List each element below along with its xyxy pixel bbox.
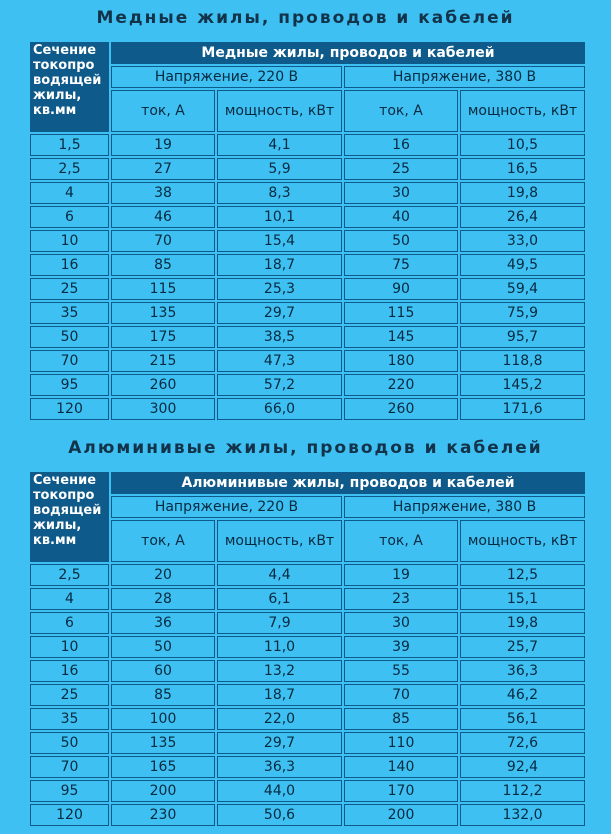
cross-section-cell: 2,5 (30, 564, 109, 586)
power-380-cell: 19,8 (460, 612, 585, 634)
current-220-cell: 135 (111, 302, 215, 324)
table-row (30, 756, 585, 778)
power-380-cell: 56,1 (460, 708, 585, 730)
table-row (30, 660, 585, 682)
current-220-cell: 300 (111, 398, 215, 420)
power-380-cell: 118,8 (460, 350, 585, 372)
current-380-cell: 30 (344, 182, 458, 204)
power-220-cell: 50,6 (217, 804, 342, 826)
table-row (30, 326, 585, 348)
table-row (30, 708, 585, 730)
table-row (30, 374, 585, 396)
power-220-cell: 22,0 (217, 708, 342, 730)
cross-section-cell: 25 (30, 684, 109, 706)
current-220-cell: 38 (111, 182, 215, 204)
current-380-cell: 180 (344, 350, 458, 372)
current-220-cell: 115 (111, 278, 215, 300)
table-row (30, 134, 585, 156)
voltage-380-header: Напряжение, 380 В (344, 66, 585, 88)
current-380-cell: 140 (344, 756, 458, 778)
cross-section-cell: 50 (30, 326, 109, 348)
power-380-cell: 95,7 (460, 326, 585, 348)
voltage-380-header: Напряжение, 380 В (344, 496, 585, 518)
power-380-cell: 15,1 (460, 588, 585, 610)
current-380-cell: 30 (344, 612, 458, 634)
current-380-cell: 260 (344, 398, 458, 420)
current-380-cell: 55 (344, 660, 458, 682)
current-220-cell: 230 (111, 804, 215, 826)
power-380-cell: 19,8 (460, 182, 585, 204)
power-220-cell: 57,2 (217, 374, 342, 396)
cross-section-cell: 16 (30, 660, 109, 682)
power-220-cell: 11,0 (217, 636, 342, 658)
current-380-cell: 70 (344, 684, 458, 706)
table-row (30, 182, 585, 204)
current-220-header: ток, А (111, 520, 215, 562)
aluminum-section-title: Алюминивые жилы, проводов и кабелей (68, 438, 543, 458)
current-380-cell: 16 (344, 134, 458, 156)
aluminum-table (28, 470, 587, 828)
power-380-cell: 132,0 (460, 804, 585, 826)
cross-section-cell: 4 (30, 588, 109, 610)
current-220-cell: 100 (111, 708, 215, 730)
table-row (30, 206, 585, 228)
current-380-cell: 40 (344, 206, 458, 228)
power-220-cell: 18,7 (217, 254, 342, 276)
cross-section-cell: 35 (30, 302, 109, 324)
power-220-cell: 44,0 (217, 780, 342, 802)
table-row (30, 278, 585, 300)
cross-section-cell: 25 (30, 278, 109, 300)
power-380-cell: 10,5 (460, 134, 585, 156)
current-380-cell: 200 (344, 804, 458, 826)
power-380-header: мощность, кВт (460, 520, 585, 562)
current-380-cell: 75 (344, 254, 458, 276)
power-380-cell: 12,5 (460, 564, 585, 586)
cross-section-cell: 95 (30, 780, 109, 802)
current-220-cell: 28 (111, 588, 215, 610)
power-380-cell: 92,4 (460, 756, 585, 778)
table-row (30, 302, 585, 324)
power-380-cell: 75,9 (460, 302, 585, 324)
section-header: Сечение токопро водящей жилы, кв.мм (30, 42, 109, 132)
power-220-cell: 13,2 (217, 660, 342, 682)
table-row (30, 158, 585, 180)
power-220-header: мощность, кВт (217, 520, 342, 562)
cross-section-cell: 6 (30, 612, 109, 634)
current-380-cell: 39 (344, 636, 458, 658)
power-380-cell: 46,2 (460, 684, 585, 706)
current-380-cell: 25 (344, 158, 458, 180)
cross-section-cell: 70 (30, 756, 109, 778)
power-220-cell: 4,4 (217, 564, 342, 586)
power-220-cell: 5,9 (217, 158, 342, 180)
power-220-cell: 15,4 (217, 230, 342, 252)
copper-table-body (30, 134, 585, 420)
current-220-cell: 70 (111, 230, 215, 252)
power-220-cell: 4,1 (217, 134, 342, 156)
voltage-220-header: Напряжение, 220 В (111, 66, 342, 88)
current-220-cell: 85 (111, 254, 215, 276)
current-380-cell: 220 (344, 374, 458, 396)
voltage-220-header: Напряжение, 220 В (111, 496, 342, 518)
current-220-cell: 200 (111, 780, 215, 802)
current-220-cell: 36 (111, 612, 215, 634)
current-380-cell: 23 (344, 588, 458, 610)
cross-section-cell: 10 (30, 230, 109, 252)
power-220-cell: 29,7 (217, 302, 342, 324)
cross-section-cell: 95 (30, 374, 109, 396)
power-220-cell: 36,3 (217, 756, 342, 778)
cross-section-cell: 4 (30, 182, 109, 204)
cross-section-cell: 35 (30, 708, 109, 730)
power-380-cell: 36,3 (460, 660, 585, 682)
power-220-cell: 7,9 (217, 612, 342, 634)
power-380-cell: 145,2 (460, 374, 585, 396)
power-380-cell: 16,5 (460, 158, 585, 180)
table-row (30, 804, 585, 826)
table-row (30, 612, 585, 634)
power-220-cell: 6,1 (217, 588, 342, 610)
current-220-cell: 260 (111, 374, 215, 396)
current-220-cell: 27 (111, 158, 215, 180)
aluminum-table-body (30, 564, 585, 826)
power-380-cell: 33,0 (460, 230, 585, 252)
current-380-cell: 115 (344, 302, 458, 324)
power-380-cell: 112,2 (460, 780, 585, 802)
current-380-cell: 145 (344, 326, 458, 348)
table-row (30, 564, 585, 586)
power-220-cell: 18,7 (217, 684, 342, 706)
table-row (30, 254, 585, 276)
cross-section-cell: 10 (30, 636, 109, 658)
cross-section-cell: 70 (30, 350, 109, 372)
table-main-header: Алюминивые жилы, проводов и кабелей (111, 472, 585, 494)
current-220-cell: 215 (111, 350, 215, 372)
table-row (30, 588, 585, 610)
current-380-cell: 110 (344, 732, 458, 754)
cross-section-cell: 6 (30, 206, 109, 228)
table-row (30, 780, 585, 802)
current-380-cell: 85 (344, 708, 458, 730)
current-380-cell: 50 (344, 230, 458, 252)
cross-section-cell: 2,5 (30, 158, 109, 180)
current-380-header: ток, А (344, 90, 458, 132)
cross-section-cell: 1,5 (30, 134, 109, 156)
cross-section-cell: 120 (30, 804, 109, 826)
current-220-cell: 20 (111, 564, 215, 586)
table-main-header: Медные жилы, проводов и кабелей (111, 42, 585, 64)
power-220-cell: 10,1 (217, 206, 342, 228)
current-220-cell: 85 (111, 684, 215, 706)
current-220-cell: 50 (111, 636, 215, 658)
current-380-cell: 90 (344, 278, 458, 300)
current-220-cell: 175 (111, 326, 215, 348)
power-220-cell: 38,5 (217, 326, 342, 348)
cross-section-cell: 16 (30, 254, 109, 276)
power-380-header: мощность, кВт (460, 90, 585, 132)
current-220-cell: 165 (111, 756, 215, 778)
power-380-cell: 26,4 (460, 206, 585, 228)
power-220-cell: 8,3 (217, 182, 342, 204)
power-220-cell: 29,7 (217, 732, 342, 754)
copper-table (28, 40, 587, 422)
current-220-cell: 135 (111, 732, 215, 754)
cross-section-cell: 50 (30, 732, 109, 754)
power-220-header: мощность, кВт (217, 90, 342, 132)
current-220-header: ток, А (111, 90, 215, 132)
table-row (30, 230, 585, 252)
power-220-cell: 25,3 (217, 278, 342, 300)
current-220-cell: 19 (111, 134, 215, 156)
power-380-cell: 171,6 (460, 398, 585, 420)
power-380-cell: 49,5 (460, 254, 585, 276)
power-380-cell: 72,6 (460, 732, 585, 754)
cross-section-cell: 120 (30, 398, 109, 420)
table-row (30, 636, 585, 658)
current-220-cell: 46 (111, 206, 215, 228)
copper-section-title: Медные жилы, проводов и кабелей (96, 8, 515, 28)
current-380-cell: 19 (344, 564, 458, 586)
current-220-cell: 60 (111, 660, 215, 682)
power-220-cell: 47,3 (217, 350, 342, 372)
section-header: Сечение токопро водящей жилы, кв.мм (30, 472, 109, 562)
current-380-header: ток, А (344, 520, 458, 562)
table-row (30, 732, 585, 754)
table-row (30, 684, 585, 706)
power-380-cell: 59,4 (460, 278, 585, 300)
power-380-cell: 25,7 (460, 636, 585, 658)
power-220-cell: 66,0 (217, 398, 342, 420)
table-row (30, 398, 585, 420)
current-380-cell: 170 (344, 780, 458, 802)
table-row (30, 350, 585, 372)
